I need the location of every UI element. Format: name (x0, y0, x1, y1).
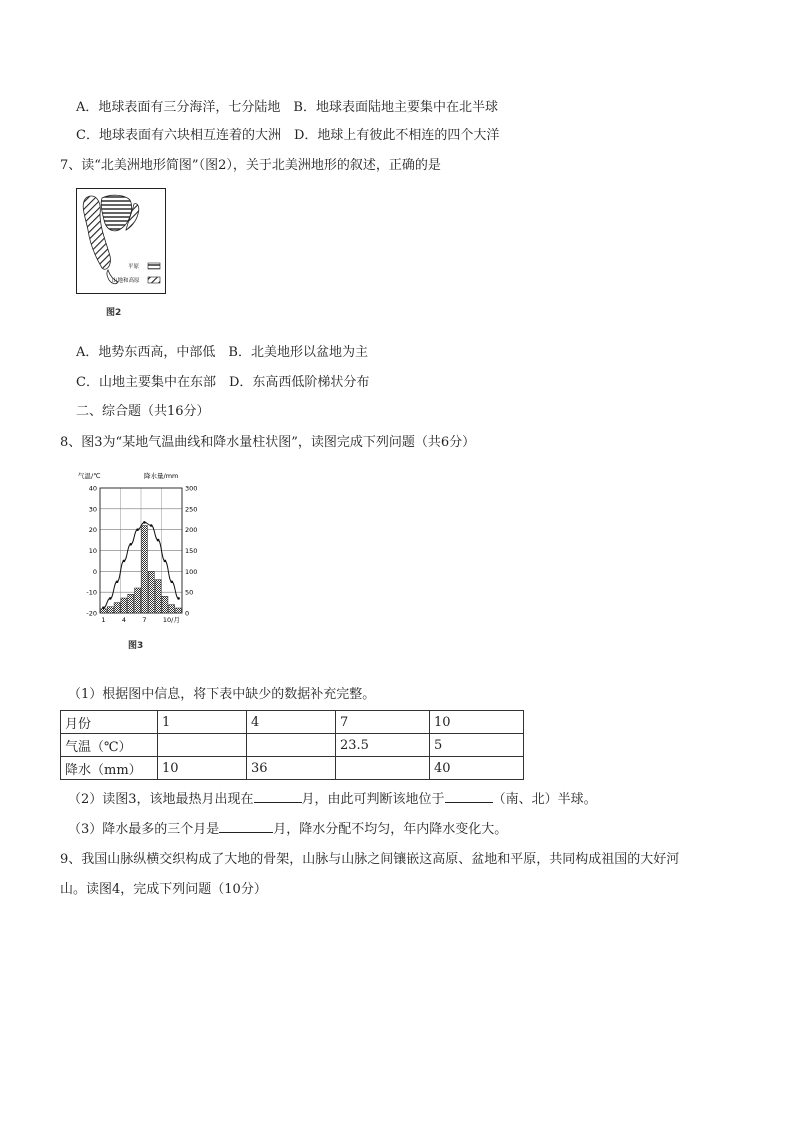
table-cell: 40 (430, 757, 524, 780)
right-axis-label: 降水量/mm (144, 472, 179, 480)
table-cell: 7 (336, 711, 430, 734)
precipitation-bar (114, 603, 120, 613)
table-cell-answer[interactable] (158, 734, 247, 757)
legend-mountain-label: 山地和高原 (112, 278, 140, 284)
q9-stem-line-1: 9、我国山脉纵横交织构成了大地的骨架，山脉与山脉之间镶嵌这高原、盆地和平原，共同构成祖国的大好河 (60, 852, 680, 867)
q7-stem: 7、读“北美洲地形简图”（图2），关于北美洲地形的叙述，正确的是 (60, 158, 441, 173)
precipitation-bar (155, 580, 161, 613)
table-row (61, 757, 524, 780)
legend-mountain-swatch (148, 277, 160, 283)
precipitation-bar (121, 598, 127, 613)
q6-option-cd: C．地球表面有六块相互连着的大洲 D．地球上有彼此不相连的四个大洋 (76, 128, 500, 143)
left-tick-label: 30 (88, 505, 97, 514)
left-tick-label: 0 (92, 567, 97, 576)
table-cell: 10 (158, 757, 247, 780)
table-cell: 气温（℃） (61, 734, 158, 757)
precipitation-bar (128, 594, 134, 613)
left-tick-label: -10 (86, 588, 97, 597)
q7-option-cd: C．山地主要集中在东部 D．东高西低阶梯状分布 (76, 375, 370, 390)
table-cell: 4 (247, 711, 336, 734)
x-tick-label: 10/月 (162, 616, 180, 624)
table-cell: 23.5 (336, 734, 430, 757)
precipitation-bar (148, 571, 154, 613)
temperature-point (136, 528, 139, 531)
wettest-months-blank[interactable] (219, 818, 273, 833)
left-tick-label: -20 (86, 609, 97, 618)
section-2-title: 二、综合题（共16分） (76, 404, 210, 419)
precipitation-bar (107, 607, 113, 613)
q6-option-ab: A．地球表面有三分海洋，七分陆地 B．地球表面陆地主要集中在北半球 (76, 100, 498, 115)
temperature-point (109, 597, 112, 600)
hottest-month-blank[interactable] (254, 788, 302, 803)
right-tick-label: 300 (185, 484, 198, 493)
right-tick-label: 150 (185, 547, 198, 555)
q8-sub3-part-a: （3）降水最多的三个月是 (68, 822, 220, 837)
right-tick-label: 200 (185, 526, 198, 535)
temperature-point (164, 560, 167, 563)
temperature-point (157, 539, 160, 542)
data-table (60, 710, 524, 780)
table-row (61, 711, 524, 734)
x-tick-label: 1 (101, 616, 106, 624)
table-cell: 月份 (61, 711, 158, 734)
temperature-point (150, 524, 153, 527)
temperature-point (129, 543, 132, 546)
table-cell-answer[interactable] (247, 734, 336, 757)
north-america-terrain-map (76, 188, 166, 294)
table-cell: 10 (430, 711, 524, 734)
q8-sub3 (68, 818, 507, 840)
left-axis-label: 气温/℃ (78, 472, 101, 480)
legend-plain-label: 平原 (128, 264, 140, 270)
temperature-point (123, 560, 126, 563)
right-tick-label: 0 (185, 609, 190, 618)
precipitation-bar (169, 605, 175, 613)
q8-stem: 8、图3为“某地气温曲线和降水量柱状图”，读图完成下列问题（共6分） (60, 435, 476, 450)
temperature-point (170, 580, 173, 583)
table-cell: 36 (247, 757, 336, 780)
q8-sub2-part-c: （南、北）半球。 (492, 792, 597, 807)
figure-3-caption: 图3 (128, 641, 144, 651)
x-tick-label: 7 (142, 616, 147, 624)
right-tick-label: 100 (185, 567, 198, 576)
table-cell: 5 (430, 734, 524, 757)
left-tick-label: 20 (88, 526, 97, 535)
q7-option-ab: A．地势东西高，中部低 B．北美地形以盆地为主 (76, 345, 368, 360)
temperature-point (116, 580, 119, 583)
table-row (61, 734, 524, 757)
precipitation-bar (100, 609, 106, 613)
right-tick-label: 50 (185, 588, 194, 597)
precipitation-bar (176, 608, 182, 613)
climate-chart (74, 466, 214, 636)
right-tick-label: 250 (185, 505, 198, 514)
temperature-point (143, 521, 146, 524)
legend-plain-swatch (148, 263, 160, 269)
table-cell: 降水（mm） (61, 757, 158, 780)
figure-2-caption: 图2 (106, 308, 122, 318)
temperature-point (177, 597, 180, 600)
temperature-point (102, 606, 105, 609)
q9-stem-line-2: 山。读图4，完成下列问题（10分） (60, 882, 267, 897)
precipitation-bar (141, 526, 147, 614)
q8-sub3-part-b: 月，降水分配不均匀，年内降水变化大。 (273, 822, 508, 837)
left-tick-label: 10 (88, 547, 97, 555)
table-cell: 1 (158, 711, 247, 734)
q8-sub2-part-b: 月，由此可判断该地位于 (301, 792, 445, 807)
left-tick-label: 40 (88, 484, 97, 493)
table-cell-answer[interactable] (336, 757, 430, 780)
x-tick-label: 4 (121, 616, 127, 624)
precipitation-bar (135, 588, 141, 613)
hemisphere-blank[interactable] (445, 788, 493, 803)
precipitation-bar (162, 596, 168, 613)
q8-sub2-part-a: （2）读图3，该地最热月出现在 (68, 792, 254, 807)
q8-sub1: （1）根据图中信息，将下表中缺少的数据补充完整。 (68, 687, 376, 702)
q8-sub2 (68, 788, 597, 810)
